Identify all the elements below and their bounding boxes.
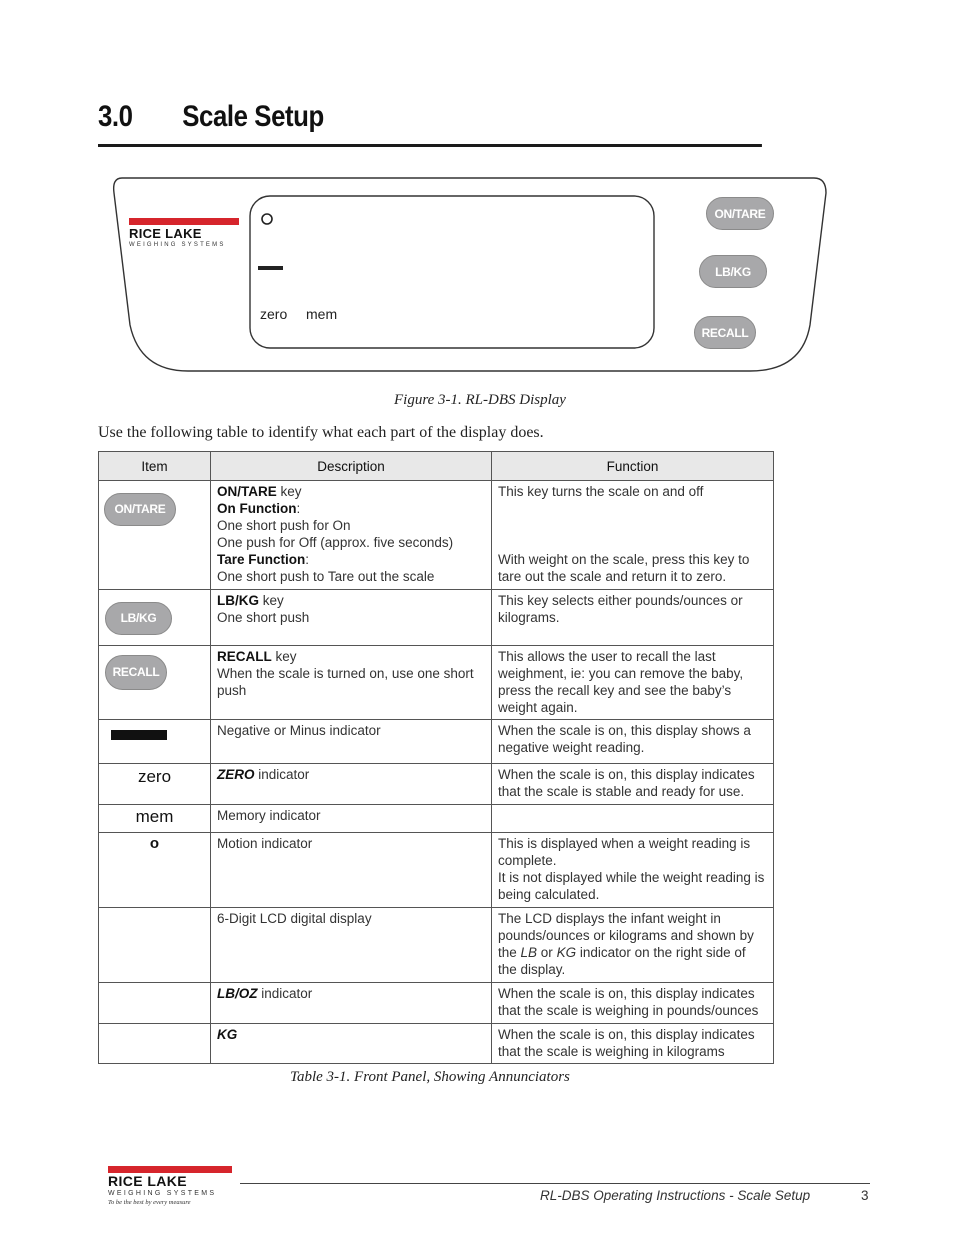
logo-subtitle: WEIGHING SYSTEMS (129, 242, 226, 248)
lb-kg-button[interactable]: LB/KG (699, 255, 767, 288)
desc-key: ZERO (217, 767, 255, 782)
logo-name: RICE LAKE (129, 226, 202, 241)
desc-cell: 6-Digit LCD digital display (211, 908, 492, 983)
figure-caption: Figure 3-1. RL-DBS Display (394, 392, 566, 408)
desc-key: LB/OZ (217, 986, 258, 1001)
func-line: With weight on the scale, press this key to tare out the scale and return it to zero. (498, 552, 750, 584)
lcd-label-zero: zero (260, 306, 288, 322)
header-description: Description (211, 452, 492, 481)
footer-rule (240, 1183, 870, 1184)
desc-cell: Negative or Minus indicator (211, 720, 492, 764)
desc-line: Tare Function: (217, 552, 310, 567)
logo-red-bar (129, 218, 239, 225)
footer-logo (108, 1166, 232, 1207)
func-cell: When the scale is on, this display indicates that the scale is weighing in pounds/ounces (492, 983, 774, 1024)
desc-key: KG (217, 1027, 238, 1042)
rice-lake-logo (129, 218, 239, 249)
table-row: LB/OZ indicator When the scale is on, this display indicates that the scale is weighing in pounds/ounces (99, 983, 774, 1024)
annunciator-table (98, 451, 774, 1064)
desc-line: One short push (217, 610, 310, 625)
func-cell: When the scale is on, this display indicates that the scale is weighing in kilograms (492, 1024, 774, 1064)
recall-button-image: RECALL (105, 655, 167, 690)
mem-label: mem (135, 807, 174, 826)
desc-line: LB/KG key (217, 593, 284, 608)
section-heading (98, 100, 762, 147)
footer-logo-name: RICE LAKE (108, 1173, 188, 1189)
table-header-row (99, 452, 774, 481)
desc-line: ON/TARE key (217, 484, 302, 499)
func-cell: This key selects either pounds/ounces or kilograms. (492, 590, 774, 646)
desc-line: RECALL key (217, 649, 297, 664)
func-cell: When the scale is on, this display shows a negative weight reading. (492, 720, 774, 764)
desc-line: One short push to Tare out the scale (217, 569, 435, 584)
desc-line: On Function: (217, 501, 301, 516)
func-cell (492, 805, 774, 833)
func-cell: When the scale is on, this display indicates that the scale is stable and ready for use. (492, 764, 774, 805)
func-line: It is not displayed while the weight reading is being calculated. (498, 870, 765, 902)
lb-kg-button-image: LB/KG (105, 602, 172, 635)
footer-logo-tagline: To be the best by every measure (108, 1199, 191, 1206)
on-tare-button-image: ON/TARE (104, 493, 176, 526)
logo-red-bar (108, 1166, 232, 1173)
table-row (99, 720, 774, 764)
table-row (99, 805, 774, 833)
func-line: This key turns the scale on and off (498, 484, 704, 499)
desc-line: When the scale is turned on, use one short push (217, 666, 474, 698)
motion-indicator-icon (262, 214, 272, 224)
table-row (99, 590, 774, 646)
table-row: zero ZERO indicator When the scale is on, this display indicates that the scale is stable and ready for use. (99, 764, 774, 805)
motion-label: o (149, 835, 160, 852)
table-row (99, 646, 774, 720)
table-row (99, 1024, 774, 1064)
footer-logo-subtitle: WEIGHING SYSTEMS (108, 1190, 217, 1197)
table-row (99, 833, 774, 908)
minus-indicator-icon (111, 730, 167, 740)
recall-button[interactable]: RECALL (694, 316, 756, 349)
desc-cell: Memory indicator (211, 805, 492, 833)
intro-text: Use the following table to identify what each part of the display does. (98, 424, 544, 441)
scale-display-figure (110, 175, 830, 375)
desc-cell: Motion indicator (211, 833, 492, 908)
header-item: Item (99, 452, 211, 481)
table-row: 6-Digit LCD digital display The LCD displays the infant weight in pounds/ounces or kilograms and shown by the LB or KG indicator on the right side of the display. (99, 908, 774, 983)
desc-line: One push for Off (approx. five seconds) (217, 535, 454, 550)
desc-line: One short push for On (217, 518, 351, 533)
footer-page-number: 3 (861, 1188, 869, 1203)
lcd-label-mem: mem (306, 306, 338, 322)
footer-doc-title: RL-DBS Operating Instructions - Scale Setup (540, 1188, 811, 1203)
section-number: 3.0 (98, 100, 133, 133)
func-line: This is displayed when a weight reading is complete. (498, 836, 751, 868)
table-caption: Table 3-1. Front Panel, Showing Annunciators (290, 1069, 570, 1085)
header-function: Function (492, 452, 774, 481)
func-cell: This allows the user to recall the last weighment, ie: you can remove the baby, press the recall key and see the baby’s weight again. (492, 646, 774, 720)
table-row (99, 481, 774, 590)
zero-label: zero (137, 767, 172, 786)
section-title: Scale Setup (182, 100, 324, 133)
minus-indicator-icon (258, 266, 283, 270)
on-tare-button[interactable]: ON/TARE (706, 197, 774, 230)
